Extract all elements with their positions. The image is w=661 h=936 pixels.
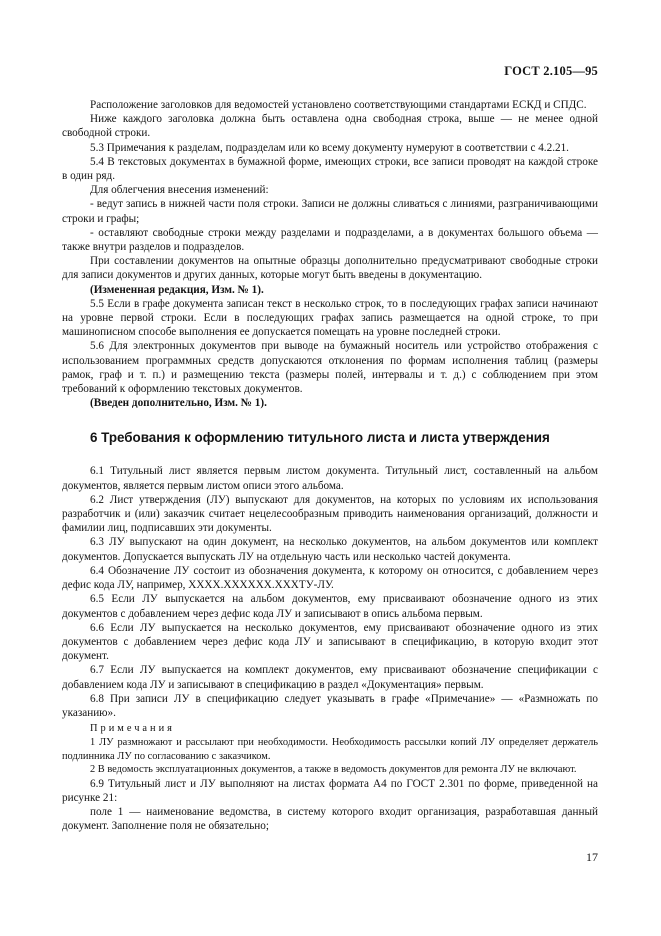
paragraph: Ниже каждого заголовка должна быть оставлена одна свободная строка, выше — не менее одной свободной строки. [62,113,598,140]
paragraph: - ведут запись в нижней части поля строки. Записи не должны сливаться с линиями, разграничивающими строки и графы; [62,198,598,225]
paragraph: 5.4 В текстовых документах в бумажной форме, имеющих строки, все записи проводят на каждой строке в один ряд. [62,155,598,183]
note: 2 В ведомость эксплуатационных документов, а также в ведомость документов для ремонта ЛУ не включают. [90,764,577,776]
paragraph: Расположение заголовков для ведомостей установлено соответствующими стандартами ЕСКД и СПДС. [90,99,587,111]
paragraph: 6.2 Лист утверждения (ЛУ) выпускают для документов, на которых по условиям их использования разработчик и (или) заказчик считает нецелесообразным приводить наименования организаций, должности и фамилии лиц, подписавших эти документы. [62,493,598,535]
paragraph: поле 1 — наименование ведомства, в систему которого входит организация, разработавшая данный документ. Заполнение поля не обязательно; [62,805,598,833]
amendment-note: (Измененная редакция, Изм. № 1). [90,283,264,296]
paragraph: 6.5 Если ЛУ выпускается на альбом документов, ему присваивают обозначение одного из этих документов с добавлением через дефис кода ЛУ и записывают в опись альбома первым. [62,593,598,620]
note: 1 ЛУ размножают и рассылают при необходимости. Необходимость рассылки копий ЛУ определяет держатель подлинника ЛУ по согласованию с заказчиком. [62,737,598,762]
paragraph: 6.7 Если ЛУ выпускается на комплект документов, ему присваивают обозначение спецификации с добавлением кода ЛУ и записывают в спецификацию в раздел «Документация» первым. [62,664,598,691]
amendment-note: (Введен дополнительно, Изм. № 1). [90,397,267,410]
paragraph: 6.9 Титульный лист и ЛУ выполняют на листах формата А4 по ГОСТ 2.301 по форме, приведенной на рисунке 21: [62,777,598,804]
page-header: ГОСТ 2.105—95 [504,64,598,78]
paragraph: 5.3 Примечания к разделам, подразделам или ко всему документу нумеруют в соответствии с 4.2.21. [90,141,569,154]
paragraph: 6.3 ЛУ выпускают на один документ, на несколько документов, на альбом документов или комплект документов. Допускается выпускать ЛУ на отдельную часть или несколько частей документа. [62,536,598,563]
paragraph: Для облегчения внесения изменений: [90,184,269,197]
page-number: 17 [586,850,598,864]
paragraph: 5.5 Если в графе документа записан текст в несколько строк, то в последующих графах записи начинают на уровне первой строки. Если в последующих графах запись размещается на одной строке, то при машинописном способе выполнения ее допускается помещать на уровне последней строки. [62,297,598,339]
section-title: 6 Требования к оформлению титульного листа и листа утверждения [90,430,550,446]
paragraph: 5.6 Для электронных документов при выводе на бумажный носитель или устройство отображения с использованием программных средств допускаются отклонения по формам исполнения таблиц (размеры рамок, граф и т. п.) и размещению текста (размеры полей, интервалы и т. д.) с соблюдением при этом требований к оформлению текстовых документов. [62,340,598,396]
paragraph: 6.4 Обозначение ЛУ состоит из обозначения документа, к которому он относится, с добавлением через дефис кода ЛУ, например, ХХХХ.ХХХХХХ.ХХХТУ-ЛУ. [62,564,598,592]
paragraph: 6.8 При записи ЛУ в спецификацию следует указывать в графе «Примечание» — «Размножать по указанию». [62,692,598,719]
notes-title: Примечания [90,723,175,735]
paragraph: 6.6 Если ЛУ выпускается на несколько документов, ему присваивают обозначение одного из этих документов с добавлением через дефис кода ЛУ и записывают в спецификацию, в которую входит этот документ. [62,621,598,663]
page-body [62,98,598,833]
paragraph: При составлении документов на опытные образцы дополнительно предусматривают свободные строки для записи документов и других данных, которые могут быть введены в документацию. [62,255,598,282]
paragraph: - оставляют свободные строки между разделами и подразделами, а в документах большого объема — также внутри разделов и подразделов. [62,226,598,254]
paragraph: 6.1 Титульный лист является первым листом документа. Титульный лист, составленный на альбом документов, является первым листом описи этого альбома. [62,465,598,492]
